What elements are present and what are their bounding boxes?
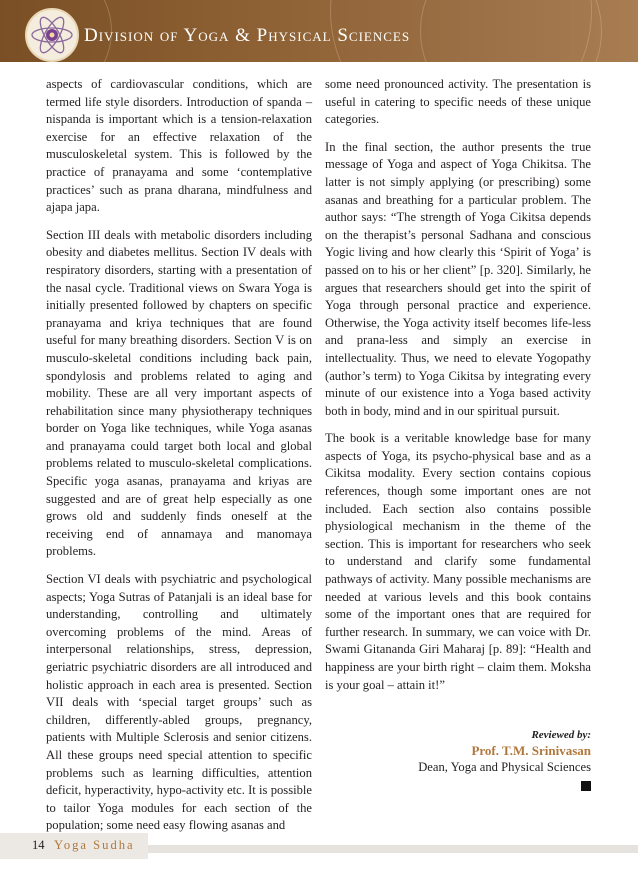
paragraph: In the final section, the author presents the true message of Yoga and aspect of Yoga Chikitsa. The latter is not simply applying (or prescribing) some asanas and breathing for a particular problem. The author says: “The strength of Yoga Cikitsa depends on the therapist’s personal Sadhana and conscious Yogic living and how clearly this ‘Spirit of Yoga’ is passed on to his or her client” [p. 320]. Similarly, he argues that researchers should get into the spirit of Yoga through personal practice and experience. Otherwise, the Yoga activity itself becomes life-less and prana-less and simply an exercise in intellectuality. Thus, we need to elevate Yogopathy (author’s term) to Yoga Cikitsa by integrating every minute of our existence into a Yoga based activity both in body, mind and in our spiritual pursuit. [325,139,591,418]
paragraph: Section VI deals with psychiatric and psychological aspects; Yoga Sutras of Patanjali is an ideal base for understanding, controlling and ultimately overcoming problems of the mind. Areas of interpersonal relationships, stress, depression, geriatric psychiatric disorders are all introduced and holistic approach in each area is presented. Section VII deals with ‘special target groups’ such as children, differently-abled groups, pregnancy, patients with Multiple Sclerosis and senior citizens. All these groups need special attention to specific problems such as learning difficulties, attention deficit, hyperactivity, hypo-activity etc. It is possible to tailor Yoga modules for each section of the population; some need easy flowing asanas and [46,572,312,833]
footer-strip [148,845,638,853]
end-mark [325,775,591,795]
header-title: Division of Yoga & Physical Sciences [84,25,411,46]
magazine-name: Yoga Sudha [54,838,135,852]
header-decoration [420,0,602,62]
reviewer-designation: Dean, Yoga and Physical Sciences [418,760,591,774]
end-square-icon [581,781,591,791]
paragraph: Section III deals with metabolic disorders including obesity and diabetes mellitus. Section IV deals with respiratory disorders, starting with a presentation of the nasal cycle. Traditional views on Swara Yoga is initially presented followed by chapters on specific pranayama and kriya techniques that are found useful for many breathing disorders. Section V is on musculo-skeletal conditions including back pain, spondylosis and problems related to aging and mobility. These are all very important aspects of rehabilitation since many physiotherapy techniques border on Yoga like techniques, while Yoga asanas and pranayama could target both local and global problems related to musculo-skeletal complications. Specific yoga asanas, pranayama and kriyas are suggested and are of great help especially as one grows old and suddenly finds oneself at the receiving end of annamaya and manomaya problems. [46,227,312,559]
reviewed-by-label: Reviewed by: [531,729,591,741]
paragraph: The book is a veritable knowledge base for many aspects of Yoga, its psycho-physical base and as a Cikitsa modality. Every section contains copious references, though some important ones are not included. Each section also contains possible physiological mechanism in the theme of the section. This is important for researchers who seek to understand and clarify some fundamental pathways of activity. Many possible mechanisms are needed at various levels and this book contains some of the important ones that are required for further research. In summary, we can voice with Dr. Swami Gitananda Giri Maharaj [p. 89]: “Health and happiness are your birth right – claim them. Moksha is your goal – attain it!” [325,431,591,692]
paragraph: aspects of cardiovascular conditions, which are termed life style disorders. Introduction of spanda – nispanda is important which is a tension-relaxation exercise for an effective relaxation of the musculoskeletal system. This is followed by the practice of pranayama and some ‘contemplative practices’ such as prana dharana, mindfulness and ajapa japa. [46,77,312,215]
left-column [46,76,312,845]
right-column [325,76,591,704]
reviewer-name: Prof. T.M. Srinivasan [471,743,591,758]
page-number: 14 [32,838,45,852]
atom-logo-icon [25,8,79,62]
review-signature [325,727,591,795]
page-header [0,0,638,62]
paragraph: some need pronounced activity. The presentation is useful in catering to specific needs of these unique categories. [325,77,591,127]
